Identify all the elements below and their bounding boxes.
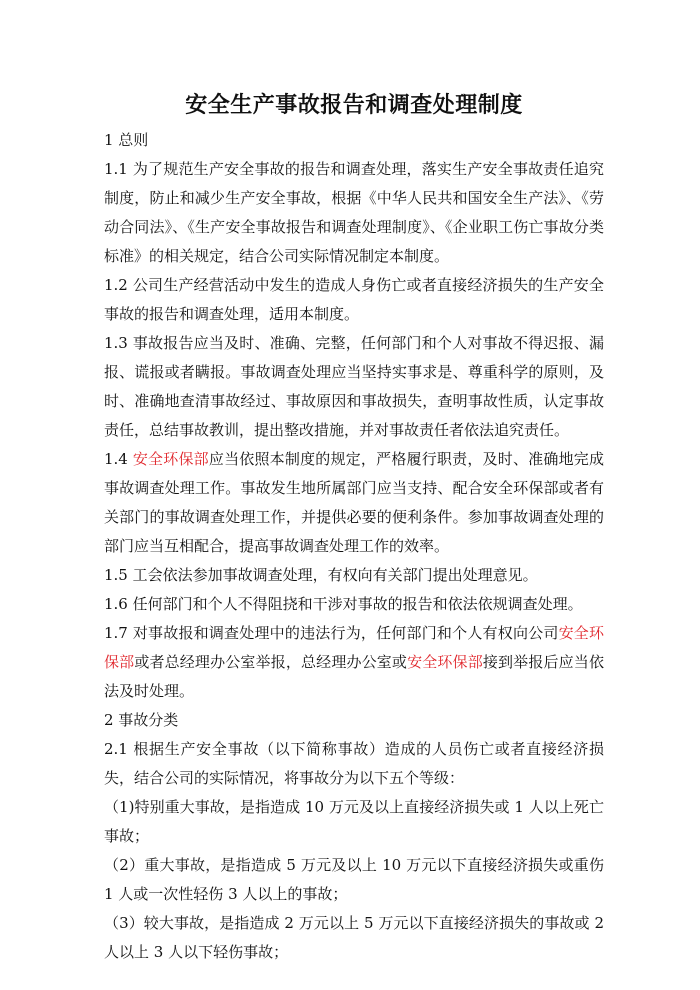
highlight-dept-name: 安全环保部 (132, 450, 209, 468)
paragraph-1-7-text-a: 1.7 对事故报和调查处理中的违法行为，任何部门和个人有权向公司 (104, 624, 559, 642)
list-item-level-1: （1)特别重大事故，是指造成 10 万元及以上直接经济损失或 1 人以上死亡事故； (104, 798, 604, 845)
section-heading-general: 1 总则 (104, 131, 149, 149)
paragraph-1-2: 1.2 公司生产经营活动中发生的造成人身伤亡或者直接经济损失的生产安全事故的报告和调查处理，适用本制度。 (104, 276, 604, 323)
paragraph-1-4-number: 1.4 (104, 450, 133, 468)
document-title: 安全生产事故报告和调查处理制度 (185, 92, 523, 118)
paragraph-1-7 (104, 619, 604, 706)
paragraph-1-1: 1.1 为了规范生产安全事故的报告和调查处理，落实生产安全事故责任追究制度，防止和减少生产安全事故，根据《中华人民共和国安全生产法》、《劳动合同法》、《生产安全事故报告和调查处理制度》、《企业职工伤亡事故分类标准》的相关规定，结合公司实际情况制定本制度。 (104, 160, 604, 265)
paragraph-1-3: 1.3 事故报告应当及时、准确、完整，任何部门和个人对事故不得迟报、漏报、谎报或者瞒报。事故调查处理应当坚持实事求是、尊重科学的原则，及时、准确地查清事故经过、事故原因和事故损失，查明事故性质，认定事故责任，总结事故教训，提出整改措施，并对事故责任者依法追究责任。 (104, 334, 604, 439)
paragraph-1-4 (104, 445, 604, 561)
list-item-level-3: （3）较大事故，是指造成 2 万元以上 5 万元以下直接经济损失的事故或 2 人以上 3 人以下轻伤事故； (104, 914, 604, 961)
paragraph-1-4-text: 应当依照本制度的规定，严格履行职责，及时、准确地完成事故调查处理工作。事故发生地所属部门应当支持、配合安全环保部或者有关部门的事故调查处理工作，并提供必要的便利条件。参加事故调查处理的部门应当互相配合，提高事故调查处理工作的效率。 (104, 450, 604, 555)
paragraph-2-1: 2.1 根据生产安全事故（以下简称事故）造成的人员伤亡或者直接经济损失，结合公司的实际情况，将事故分为以下五个等级： (104, 740, 604, 787)
list-item-level-2: （2）重大事故，是指造成 5 万元及以上 10 万元以下直接经济损失或重伤 1 人或一次性轻伤 3 人以上的事故； (104, 856, 604, 903)
section-heading-classification: 2 事故分类 (104, 711, 179, 729)
paragraph-1-7-text-b: 或者总经理办公室举报，总经理办公室或 (134, 653, 408, 671)
highlight-dept-name: 安全环保部 (407, 653, 483, 671)
highlight-dept-name: 安全环保部 (104, 624, 604, 671)
paragraph-1-6: 1.6 任何部门和个人不得阻挠和干涉对事故的报告和依法依规调查处理。 (104, 595, 583, 613)
paragraph-1-5: 1.5 工会依法参加事故调查处理，有权向有关部门提出处理意见。 (104, 566, 538, 584)
paragraph-1-7-text-c: 接到举报后应当依法及时处理。 (104, 653, 604, 700)
